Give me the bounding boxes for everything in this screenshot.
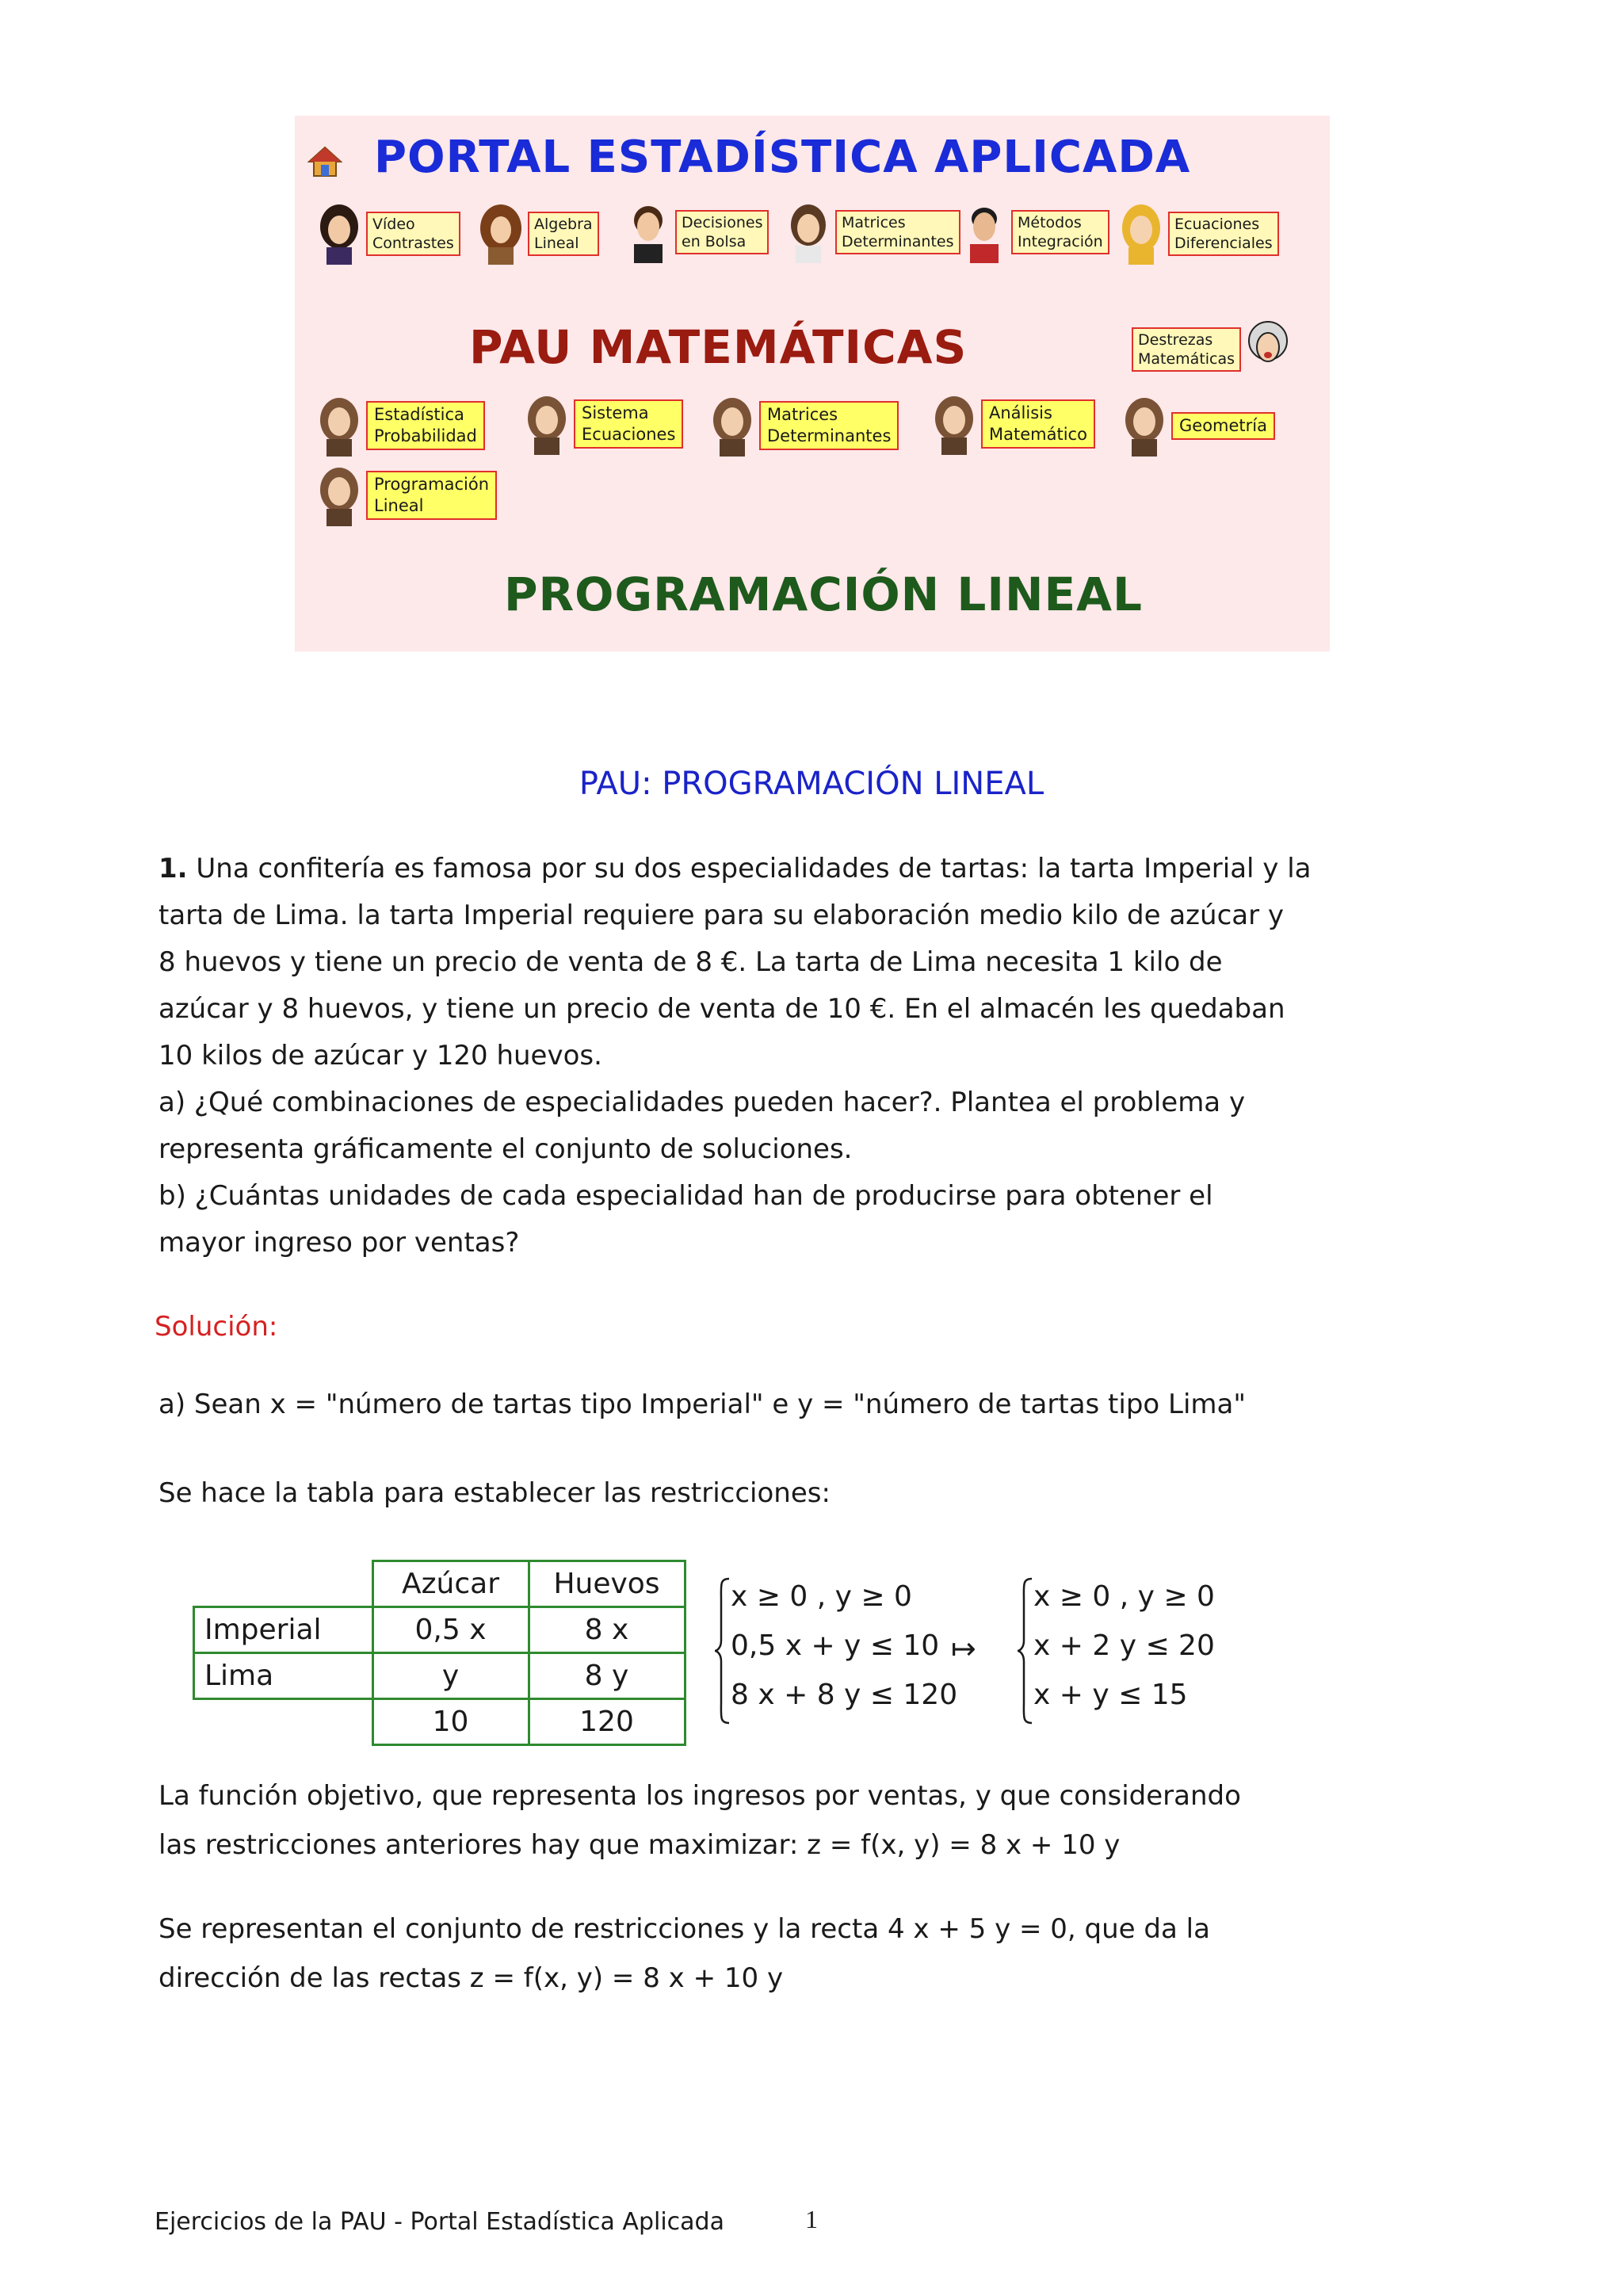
nav-link-video-contrastes[interactable] <box>317 203 460 265</box>
header-huevos: Huevos <box>529 1561 685 1607</box>
table-header-row <box>194 1561 685 1607</box>
nav-link-matrices-determinantes[interactable] <box>786 201 960 263</box>
problem-line: azúcar y 8 huevos, y tiene un precio de venta de 10 €. En el almacén les quedaban <box>158 993 1285 1025</box>
problem-number: 1. <box>158 853 188 884</box>
question-b: b) ¿Cuántas unidades de cada especialidad han de producirse para obtener el <box>158 1180 1213 1212</box>
portal-title[interactable]: PORTAL ESTADÍSTICA APLICADA <box>374 132 1191 183</box>
nav-link-analisis-matematico[interactable] <box>932 393 1095 455</box>
nav-label: Análisis Matemático <box>981 399 1095 449</box>
header-azucar: Azúcar <box>372 1561 529 1607</box>
document-title: PAU: PROGRAMACIÓN LINEAL <box>579 766 1044 802</box>
nav-label: Destrezas Matemáticas <box>1132 327 1241 372</box>
nav-label: Matrices Determinantes <box>759 401 899 450</box>
nav-label: Matrices Determinantes <box>835 210 960 254</box>
pau-matematicas-title[interactable]: PAU MATEMÁTICAS <box>469 320 968 374</box>
nav-label: Algebra Lineal <box>528 212 599 256</box>
solution-label: Solución: <box>155 1311 278 1343</box>
nav-link-metodos-integracion[interactable] <box>962 201 1109 263</box>
woman-avatar-icon <box>317 464 361 526</box>
man-avatar-icon <box>626 201 670 263</box>
woman-avatar-icon <box>525 393 569 455</box>
table-cell: 8 y <box>529 1653 685 1699</box>
problem-line: 8 huevos y tiene un precio de venta de 8 €. La tarta de Lima necesita 1 kilo de <box>158 946 1223 978</box>
system-line: 8 x + 8 y ≤ 120 <box>731 1679 958 1711</box>
nav-label: Vídeo Contrastes <box>366 212 460 256</box>
nav-link-ecuaciones-diferenciales[interactable] <box>1119 203 1279 265</box>
question-a-cont: representa gráficamente el conjunto de soluciones. <box>158 1133 853 1165</box>
objective-line-2: las restricciones anteriores hay que maximizar: z = f(x, y) = 8 x + 10 y <box>158 1829 1121 1861</box>
woman-avatar-icon <box>317 395 361 457</box>
left-brace-icon <box>713 1577 731 1725</box>
section-title: PROGRAMACIÓN LINEAL <box>504 567 1143 621</box>
table-intro: Se hace la tabla para establecer las restricciones: <box>158 1477 831 1509</box>
nav-label: Decisiones en Bolsa <box>675 210 769 254</box>
problem-line-1 <box>158 853 1312 884</box>
table-cell: y <box>372 1653 529 1699</box>
nav-link-sistema-ecuaciones[interactable] <box>525 393 683 455</box>
total-azucar: 10 <box>372 1699 529 1745</box>
nav-label: Sistema Ecuaciones <box>574 399 683 449</box>
system-line: x ≥ 0 , y ≥ 0 <box>1033 1580 1215 1613</box>
row-label-imperial: Imperial <box>194 1607 373 1653</box>
nav-link-matrices-determinantes-pau[interactable] <box>710 395 899 457</box>
system-line: x + 2 y ≤ 20 <box>1033 1629 1215 1662</box>
nav-link-destrezas-matematicas[interactable] <box>1132 319 1290 380</box>
home-icon[interactable] <box>307 146 342 178</box>
nav-link-decisiones-bolsa[interactable] <box>626 201 769 263</box>
system-line: x + y ≤ 15 <box>1033 1679 1188 1711</box>
nav-label: Estadística Probabilidad <box>366 401 485 450</box>
question-a: a) ¿Qué combinaciones de especialidades pueden hacer?. Plantea el problema y <box>158 1087 1246 1118</box>
graph-line-2: dirección de las rectas z = f(x, y) = 8 x + 10 y <box>158 1962 784 1994</box>
system-line: 0,5 x + y ≤ 10 <box>731 1629 940 1662</box>
woman-avatar-icon <box>710 395 754 457</box>
question-b-cont: mayor ingreso por ventas? <box>158 1227 520 1259</box>
problem-line: tarta de Lima. la tarta Imperial requiere para su elaboración medio kilo de azúcar y <box>158 900 1284 931</box>
woman-brown-hair-avatar-icon <box>786 201 831 263</box>
woman-dark-hair-avatar-icon <box>317 203 361 265</box>
nav-label: Ecuaciones Diferenciales <box>1168 212 1279 256</box>
nav-label: Geometría <box>1171 412 1275 440</box>
table-row <box>194 1653 685 1699</box>
graph-line-1: Se representan el conjunto de restricciones y la recta 4 x + 5 y = 0, que da la <box>158 1913 1210 1945</box>
woman-retro-avatar-icon <box>1246 319 1290 380</box>
system-1 <box>731 1572 957 1720</box>
woman-avatar-icon <box>932 393 976 455</box>
problem-text: Una confitería es famosa por su dos especialidades de tartas: la tarta Imperial y la <box>187 853 1312 884</box>
row-label-lima: Lima <box>194 1653 373 1699</box>
nav-link-geometria[interactable] <box>1122 395 1275 457</box>
table-cell: 0,5 x <box>372 1607 529 1653</box>
page-footer: Ejercicios de la PAU - Portal Estadística Aplicada <box>155 2208 724 2236</box>
table-row <box>194 1607 685 1653</box>
objective-line-1: La función objetivo, que representa los ingresos por ventas, y que considerando <box>158 1780 1241 1812</box>
man-red-shirt-avatar-icon <box>962 201 1006 263</box>
site-banner <box>295 116 1330 651</box>
variables-definition: a) Sean x = "número de tartas tipo Imperial" e y = "número de tartas tipo Lima" <box>158 1389 1247 1420</box>
nav-label: Métodos Integración <box>1011 210 1109 254</box>
woman-curly-hair-avatar-icon <box>479 203 523 265</box>
left-brace-icon <box>1016 1577 1033 1725</box>
table-totals-row <box>194 1699 685 1745</box>
restrictions-table <box>193 1560 686 1746</box>
nav-link-programacion-lineal[interactable] <box>317 464 497 526</box>
table-cell: 8 x <box>529 1607 685 1653</box>
total-huevos: 120 <box>529 1699 685 1745</box>
nav-link-estadistica-probabilidad[interactable] <box>317 395 485 457</box>
system-2 <box>1033 1572 1215 1720</box>
system-line: x ≥ 0 , y ≥ 0 <box>731 1580 912 1613</box>
maps-to-arrow-icon: ↦ <box>951 1631 976 1666</box>
nav-label: Programación Lineal <box>366 471 497 520</box>
woman-blonde-avatar-icon <box>1119 203 1163 265</box>
woman-avatar-icon <box>1122 395 1167 457</box>
nav-link-algebra-lineal[interactable] <box>479 203 599 265</box>
problem-line: 10 kilos de azúcar y 120 huevos. <box>158 1040 602 1072</box>
page-number: 1 <box>805 2205 818 2233</box>
